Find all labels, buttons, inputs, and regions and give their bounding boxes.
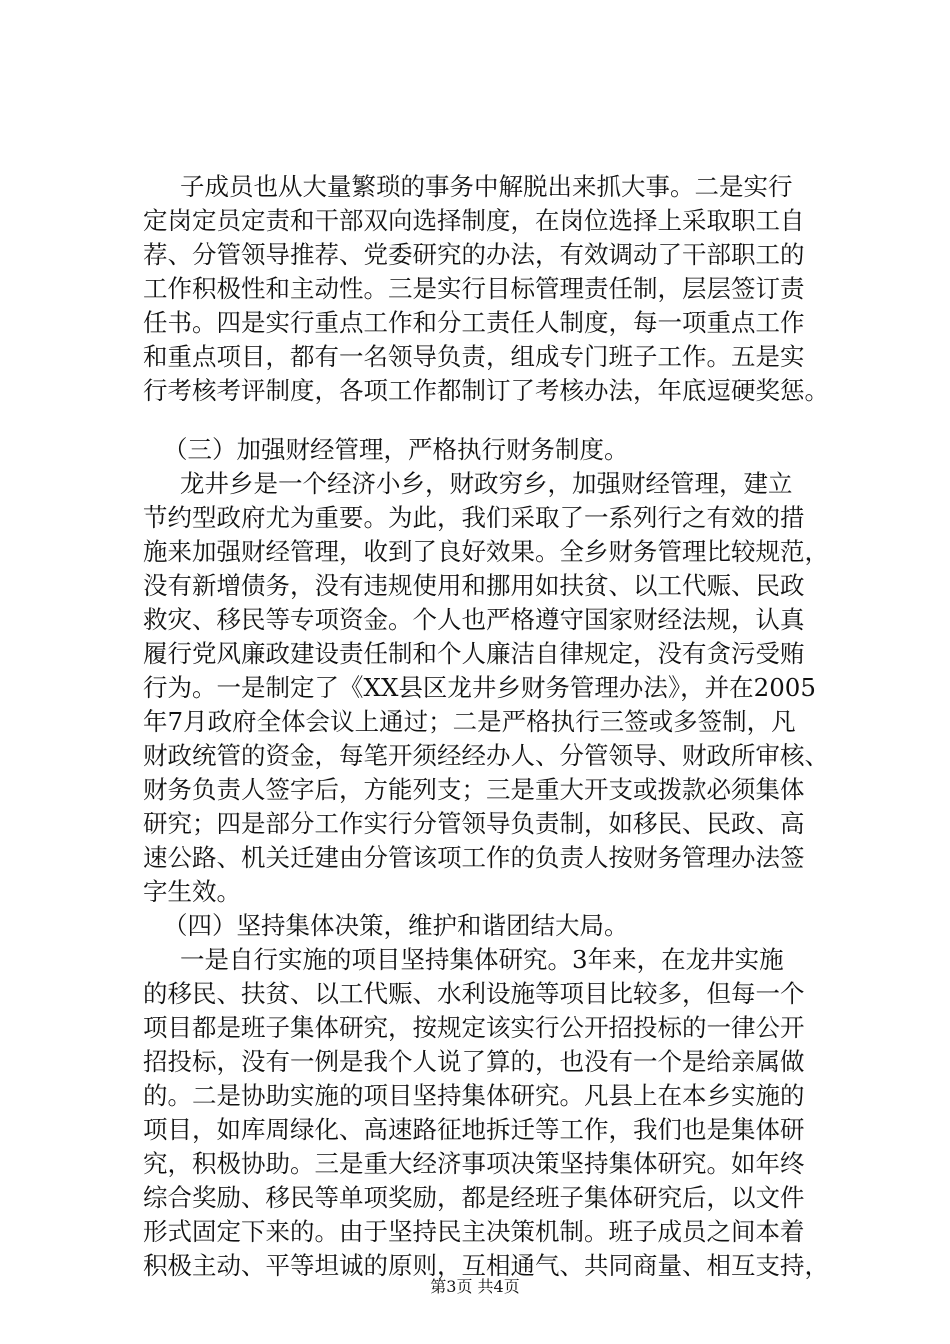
text-line: 定岗定员定责和干部双向选择制度，在岗位选择上采取职工自: [143, 206, 805, 235]
text-line: 龙井乡是一个经济小乡，财政穷乡，加强财经管理，建立: [180, 469, 793, 498]
text-line: 和重点项目，都有一名领导负责，组成专门班子工作。五是实: [143, 342, 805, 371]
text-line: 财政统管的资金，每笔开须经经办人、分管领导、财政所审核、: [143, 741, 829, 770]
text-line: 年7月政府全体会议上通过；二是严格执行三签或多签制，凡: [143, 707, 796, 736]
text-line: 项目，如库周绿化、高速路征地拆迁等工作，我们也是集体研: [143, 1115, 805, 1144]
text-line: 荐、分管领导推荐、党委研究的办法，有效调动了干部职工的: [143, 240, 805, 269]
text-line: 救灾、移民等专项资金。个人也严格遵守国家财经法规，认真: [143, 605, 805, 634]
text-line: 行为。一是制定了《XX县区龙井乡财务管理办法》，并在2005: [143, 673, 816, 702]
text-line: 形式固定下来的。由于坚持民主决策机制。班子成员之间本着: [143, 1217, 805, 1246]
page-footer: 第3页 共4页: [430, 1277, 520, 1296]
text-line: 行考核考评制度，各项工作都制订了考核办法，年底逗硬奖惩。: [143, 376, 829, 405]
text-line: 工作积极性和主动性。三是实行目标管理责任制，层层签订责: [143, 274, 805, 303]
text-line: 研究；四是部分工作实行分管领导负责制，如移民、民政、高: [143, 809, 805, 838]
text-line: 子成员也从大量繁琐的事务中解脱出来抓大事。二是实行: [180, 172, 793, 201]
text-line: 施来加强财经管理，收到了良好效果。全乡财务管理比较规范，: [143, 537, 829, 566]
text-line: 字生效。: [143, 877, 241, 906]
text-line: 项目都是班子集体研究，按规定该实行公开招投标的一律公开: [143, 1013, 805, 1042]
text-line: 究，积极协助。三是重大经济事项决策坚持集体研究。如年终: [143, 1149, 805, 1178]
text-line: 没有新增债务，没有违规使用和挪用如扶贫、以工代赈、民政: [143, 571, 805, 600]
text-line: 招投标，没有一例是我个人说了算的，也没有一个是给亲属做: [143, 1047, 805, 1076]
text-line: 一是自行实施的项目坚持集体研究。3年来，在龙井实施: [180, 945, 784, 974]
text-line: 的移民、扶贫、以工代赈、水利设施等项目比较多，但每一个: [143, 979, 805, 1008]
text-line: 积极主动、平等坦诚的原则，互相通气、共同商量、相互支持，: [143, 1251, 829, 1280]
text-line: 综合奖励、移民等单项奖励，都是经班子集体研究后，以文件: [143, 1183, 805, 1212]
text-line: 任书。四是实行重点工作和分工责任人制度，每一项重点工作: [143, 308, 805, 337]
text-line: 速公路、机关迁建由分管该项工作的负责人按财务管理办法签: [143, 843, 805, 872]
text-line: 履行党风廉政建设责任制和个人廉洁自律规定，没有贪污受贿: [143, 639, 805, 668]
text-line: （三）加强财经管理，严格执行财务制度。: [163, 435, 629, 464]
text-line: 节约型政府尤为重要。为此，我们采取了一系列行之有效的措: [143, 503, 805, 532]
text-line: 的。二是协助实施的项目坚持集体研究。凡县上在本乡实施的: [143, 1081, 805, 1110]
text-line: （四）坚持集体决策，维护和谐团结大局。: [163, 911, 629, 940]
text-line: 财务负责人签字后，方能列支；三是重大开支或拨款必须集体: [143, 775, 805, 804]
